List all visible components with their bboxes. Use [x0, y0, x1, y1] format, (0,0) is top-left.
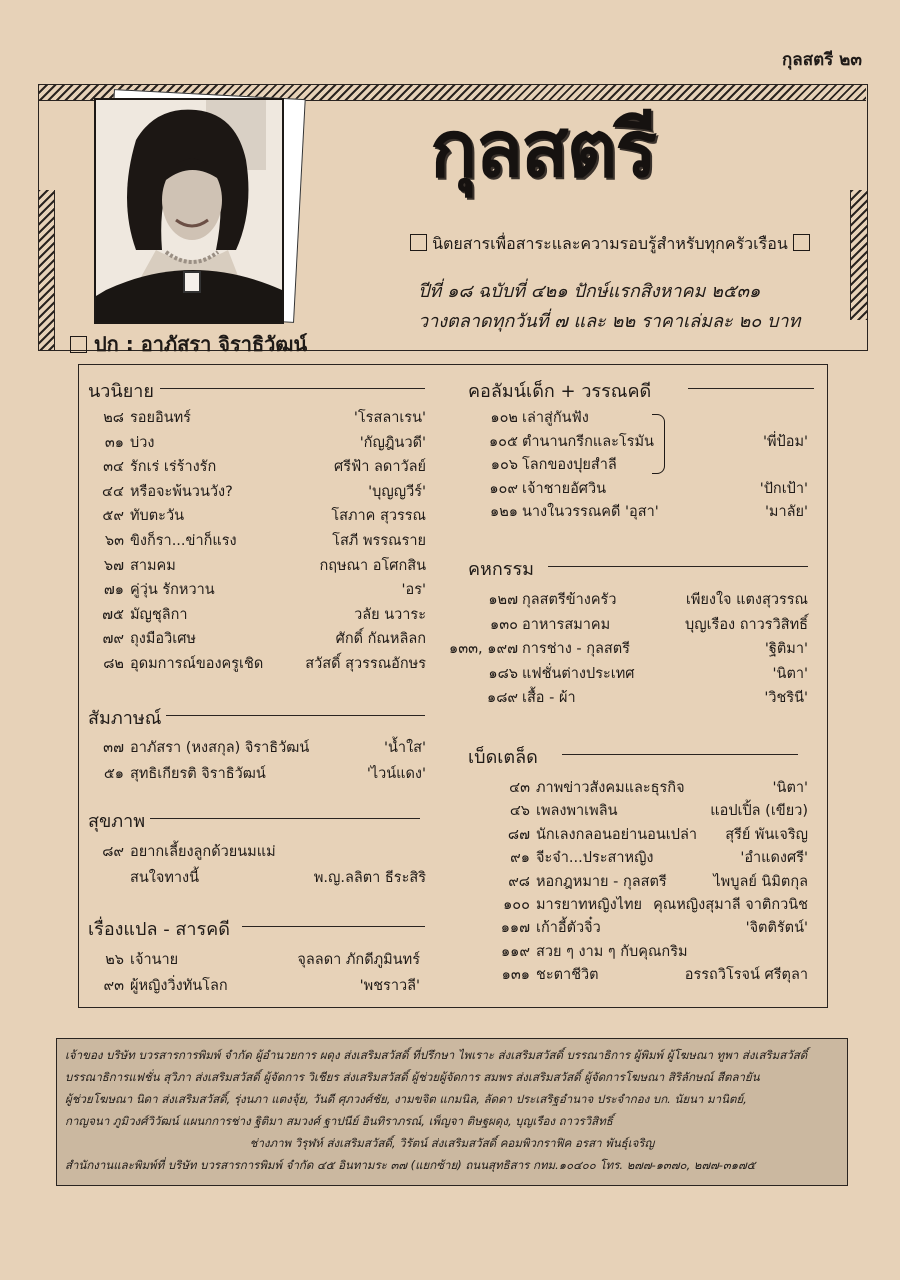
toc-author: 'อร' [401, 582, 426, 599]
toc-page-number: ๖๓ [104, 533, 124, 549]
toc-author: โสภี พรรณราย [332, 533, 426, 549]
toc-title: จีะจ๋า...ประสาหญิง [536, 850, 654, 867]
toc-title: ภาพข่าวสังคมและธุรกิจ [536, 780, 685, 796]
section-rule [166, 715, 425, 716]
section-heading-kids: คอลัมน์เด็ก + วรรณคดี [468, 381, 652, 402]
cover-photo [94, 98, 298, 326]
toc-item [0, 529, 900, 549]
toc-page-number: ๘๒ [103, 656, 124, 672]
toc-author: สุรีย์ พันเจริญ [725, 826, 808, 843]
toc-author: 'อำแดงศรี' [740, 850, 808, 867]
toc-author: 'ไวน์แดง' [366, 766, 426, 782]
credit-line: สำนักงานและพิมพ์ที่ บริษัท บวรสารการพิมพ์ จำกัด ๔๕ อินทามระ ๓๗ (แยกซ้าย) ถนนสุทธิสาร กทม.๑๐๔๐๐ โทร. ๒๗๗-๑๓๗๐, ๒๗๗-๓๑๗๕ [65, 1158, 756, 1172]
toc-item [0, 637, 900, 657]
checkbox-left [410, 234, 427, 251]
toc-page-number: ๘๙ [102, 844, 124, 860]
toc-author: 'กัญฎินวดี' [359, 434, 426, 451]
toc-page-number: ๗๙ [102, 631, 124, 648]
toc-page-number: ๙๑ [510, 850, 530, 867]
section-rule [160, 388, 425, 389]
section-rule [562, 754, 798, 755]
toc-author: 'พชราวลี' [359, 978, 420, 994]
section-heading-health: สุขภาพ [88, 811, 146, 832]
section-rule [688, 388, 814, 389]
toc-item [0, 662, 900, 682]
toc-author: 'น้ำใส' [384, 740, 426, 756]
toc-page-number: ๔๔ [102, 483, 124, 500]
toc-page-number: ๑๐๖ [490, 457, 518, 474]
toc-author: 'พี่ป้อม' [762, 433, 808, 450]
toc-page-number: ๓๗ [103, 740, 124, 756]
toc-item [0, 554, 900, 574]
toc-page-number: ๙๘ [508, 873, 530, 890]
credit-line: ช่างภาพ วิรุฬห์ ส่งเสริมสวัสดิ์, วิรัตน์ ส่งเสริมสวัสดิ์ คอมพิวกราฟิค อรสา พันธุ์เจริญ [249, 1136, 655, 1150]
credit-line: เจ้าของ บริษัท บวรสารการพิมพ์ จำกัด ผู้อำนวยการ ผดุง ส่งเสริมสวัสดิ์ ที่ปรึกษา ไพเราะ ส่งเสริมสวัสดิ์ บรรณาธิการ ผู้พิมพ์ ผู้โฆษณา ทูพา ส่งเสริมสวัสดิ์ [65, 1048, 808, 1062]
toc-page-number: ๑๒๗ [488, 592, 518, 608]
toc-item [0, 916, 900, 936]
toc-page-number: ๗๑ [103, 582, 124, 599]
toc-author: 'นิตา' [772, 665, 808, 682]
cover-checkbox [70, 336, 87, 353]
toc-page-number: ๑๓๐ [490, 616, 518, 633]
toc-title: หรือจะพ้นวนวัง? [130, 483, 233, 500]
toc-title: หอกฎหมาย - กุลสตรี [536, 873, 667, 890]
toc-page-number: ๑๐๒ [490, 410, 518, 426]
toc-item [0, 799, 900, 819]
toc-page-number: ๑๓๑ [501, 967, 530, 984]
toc-author: 'ฐิติมา' [764, 641, 808, 657]
toc-page-number: ๖๗ [103, 557, 124, 574]
toc-page-number: ๓๔ [103, 459, 124, 476]
staff-credits [56, 1038, 848, 1186]
issue-info-line1: ปีที่ ๑๘ ฉบับที่ ๔๒๑ ปักษ์แรกสิงหาคม ๒๕๓๑ [418, 281, 761, 302]
toc-page-number: ๑๓๓, ๑๙๗ [449, 641, 518, 657]
toc-title: โลกของปุยสำลี [522, 457, 617, 474]
masthead-hatch-left [38, 190, 55, 350]
toc-page-number: ๒๘ [103, 410, 124, 426]
toc-item [0, 430, 900, 450]
toc-item [0, 736, 900, 756]
toc-author: บุญเรือง ถาวรวิสิทธิ์ [685, 616, 808, 633]
toc-title: มารยาทหญิงไทย [536, 897, 643, 913]
toc-author: พ.ญ.ลลิตา ธีระสิริ [313, 870, 426, 886]
toc-author: 'นิตา' [772, 780, 808, 796]
toc-item [0, 477, 900, 497]
toc-page-number: ๗๕ [102, 606, 124, 623]
toc-title: ชะตาชีวิต [536, 967, 599, 984]
logo-text: กุลสตรี [430, 105, 656, 195]
toc-author: เพียงใจ แตงสุวรรณ [685, 592, 808, 608]
toc-page-number: ๑๐๕ [488, 433, 518, 450]
section-rule [548, 566, 808, 567]
toc-author: คุณหญิงสุมาลี จาติกวนิช [653, 897, 808, 913]
section-heading-translations: เรื่องแปล - สารคดี [88, 919, 230, 940]
issue-info-line2: วางตลาดทุกวันที่ ๗ และ ๒๒ ราคาเล่มละ ๒๐ บาท [418, 311, 801, 332]
toc-item [0, 588, 900, 608]
toc-title: นักเลงกลอนอย่านอนเปล่า [536, 826, 697, 843]
section-heading-misc: เบ็ดเตล็ด [468, 747, 538, 768]
toc-title: อาภัสรา (หงสกุล) จิราธิวัฒน์ [130, 740, 310, 756]
toc-title: ผู้หญิงวิ่งทันโลก [130, 978, 228, 994]
toc-title: กุลสตรีข้างครัว [522, 592, 617, 608]
cover-credit [70, 328, 307, 360]
toc-title: อยากเลี้ยงลูกด้วยนมแม่ [130, 844, 276, 860]
section-heading-interviews: สัมภาษณ์ [88, 708, 162, 729]
toc-title: เสื้อ - ผ้า [522, 690, 576, 706]
toc-title: เก้าอี้ตัวจิ๋ว [536, 920, 601, 937]
toc-page-number: ๒๖ [105, 952, 124, 968]
toc-title: ตำนานกรีกและโรมัน [522, 433, 654, 450]
toc-title: รักเร่ เร่ร้างรัก [130, 459, 217, 476]
toc-title: สามคม [130, 557, 176, 574]
toc-page-number: ๓๑ [104, 434, 124, 451]
toc-author: อรรถวิโรจน์ ศรีตุลา [684, 967, 808, 984]
toc-page-number: ๑๐๙ [489, 480, 518, 497]
toc-title: มัญชุลิกา [130, 606, 188, 623]
toc-title: อุดมการณ์ของครูเชิด [130, 656, 264, 672]
toc-item [0, 776, 900, 796]
toc-author: 'มาลัย' [764, 504, 808, 521]
section-heading-novels: นวนิยาย [88, 381, 154, 402]
toc-item [0, 453, 900, 473]
toc-title: เล่าสู่กันฟัง [522, 410, 589, 426]
page-number: กุลสตรี ๒๓ [781, 50, 862, 70]
credit-line: บรรณาธิการแฟชั่น สุวิภา ส่งเสริมสวัสดิ์ ผู้จัดการ วิเชียร ส่งเสริมสวัสดิ์ ผู้ช่วยผู้จัดการ สมพร ส่งเสริมสวัสดิ์ ผู้จัดการโฆษณา สิริลักษณ์ สีตลายัน [65, 1070, 760, 1084]
toc-page-number: ๕๑ [103, 766, 124, 782]
toc-item [0, 940, 900, 960]
toc-page-number: ๑๑๙ [500, 943, 530, 960]
toc-title: ขิงก็รา...ข่าก็แรง [130, 533, 237, 549]
toc-page-number: ๑๑๗ [500, 920, 530, 937]
toc-title: ถุงมือวิเศษ [130, 631, 196, 648]
toc-title: ทับตะวัน [130, 508, 185, 525]
masthead-hatch-right [850, 190, 867, 320]
toc-page-number: ๙๓ [103, 978, 124, 994]
toc-item [0, 686, 900, 706]
checkbox-right [793, 234, 810, 251]
toc-author: 'วิชรินี' [764, 690, 808, 706]
toc-title: เพลงพาเพลิน [536, 803, 618, 820]
toc-author: ศรีฟ้า ลดาวัลย์ [334, 459, 426, 476]
toc-title: นางในวรรณคดี 'อุสา' [522, 504, 659, 521]
toc-author: โสภาค สุวรรณ [331, 508, 426, 525]
toc-title: เจ้านาย [130, 952, 179, 968]
toc-item [0, 500, 900, 520]
toc-title: การช่าง - กุลสตรี [522, 641, 630, 657]
toc-page-number: ๕๙ [102, 508, 124, 525]
section-heading-home: คหกรรม [468, 559, 535, 580]
toc-author: 'บุญญวีร์' [368, 483, 426, 500]
grouping-brace [652, 414, 665, 474]
toc-page-number: ๑๐๐ [503, 897, 530, 913]
toc-item [0, 870, 900, 890]
cover-portrait [94, 98, 284, 324]
toc-author: 'โรสลาเรน' [353, 410, 426, 426]
toc-title-continued: สนใจทางนี้ [130, 870, 200, 886]
toc-item [0, 963, 900, 983]
credit-line: ผู้ช่วยโฆษณา นิดา ส่งเสริมสวัสดิ์, รุ่งนภา แตงจุ้ย, วันดี ศุภวงศ์ชัย, งามขจิต แกมนิล, ลัดดา ประเสริฐอำนาจ ประจำกอง บก. นัยนา มานิตย์, [65, 1092, 747, 1106]
toc-author: แอปเปิ้ล (เขียว) [710, 803, 808, 820]
toc-page-number: ๑๘๙ [486, 690, 518, 706]
cover-credit-text: ปก : อาภัสรา จิราธิวัฒน์ [93, 332, 308, 356]
toc-item [0, 893, 900, 913]
toc-page-number: ๔๓ [509, 780, 530, 796]
toc-title: เจ้าชายอัศวิน [522, 480, 607, 497]
toc-author: 'ปักเป้า' [759, 480, 808, 497]
toc-author: ไพบูลย์ นิมิตกุล [713, 873, 808, 890]
toc-page-number: ๑๒๑ [490, 504, 518, 521]
toc-title: อาหารสมาคม [522, 616, 611, 633]
toc-item [0, 613, 900, 633]
toc-author: วลัย นวาระ [354, 606, 426, 623]
tagline-text: นิตยสารเพื่อสาระและความรอบรู้สำหรับทุกครัวเรือน [432, 234, 788, 253]
toc-title: บ่วง [130, 434, 155, 451]
magazine-logo [430, 106, 760, 194]
toc-title: สุทธิเกียรติ จิราธิวัฒน์ [130, 766, 266, 782]
toc-author: ศักดิ์ กัณหลิลก [335, 631, 426, 648]
toc-page-number: ๘๗ [507, 826, 530, 843]
tagline [410, 232, 810, 257]
toc-item [0, 846, 900, 866]
toc-item [0, 406, 900, 426]
credit-line: กาญจนา ภูมิวงศ์วิวัฒน์ แผนกการช่าง ฐิติมา สมวงศ์ ฐาปนีย์ อินทิราภรณ์, เพ็ญจา ติษฐผดุง, บุญเรือง ถาวรวิสิทธิ์ [65, 1114, 613, 1128]
toc-title: รอยอินทร์ [130, 410, 191, 426]
toc-item [0, 823, 900, 843]
toc-author: กฤษณา อโศกสิน [319, 557, 426, 574]
toc-author: 'จิตติรัตน์' [745, 920, 808, 937]
toc-page-number: ๔๖ [509, 803, 530, 820]
toc-author: สวัสดิ์ สุวรรณอักษร [305, 656, 426, 672]
toc-title: คู่วุ่น รักหวาน [130, 582, 215, 599]
toc-page-number: ๑๘๖ [488, 665, 518, 682]
toc-title: แฟชั่นต่างประเทศ [522, 665, 635, 682]
toc-title: สวย ๆ งาม ๆ กับคุณกริม [536, 943, 688, 960]
toc-author: จุลลดา ภักดีภูมินทร์ [297, 952, 420, 968]
